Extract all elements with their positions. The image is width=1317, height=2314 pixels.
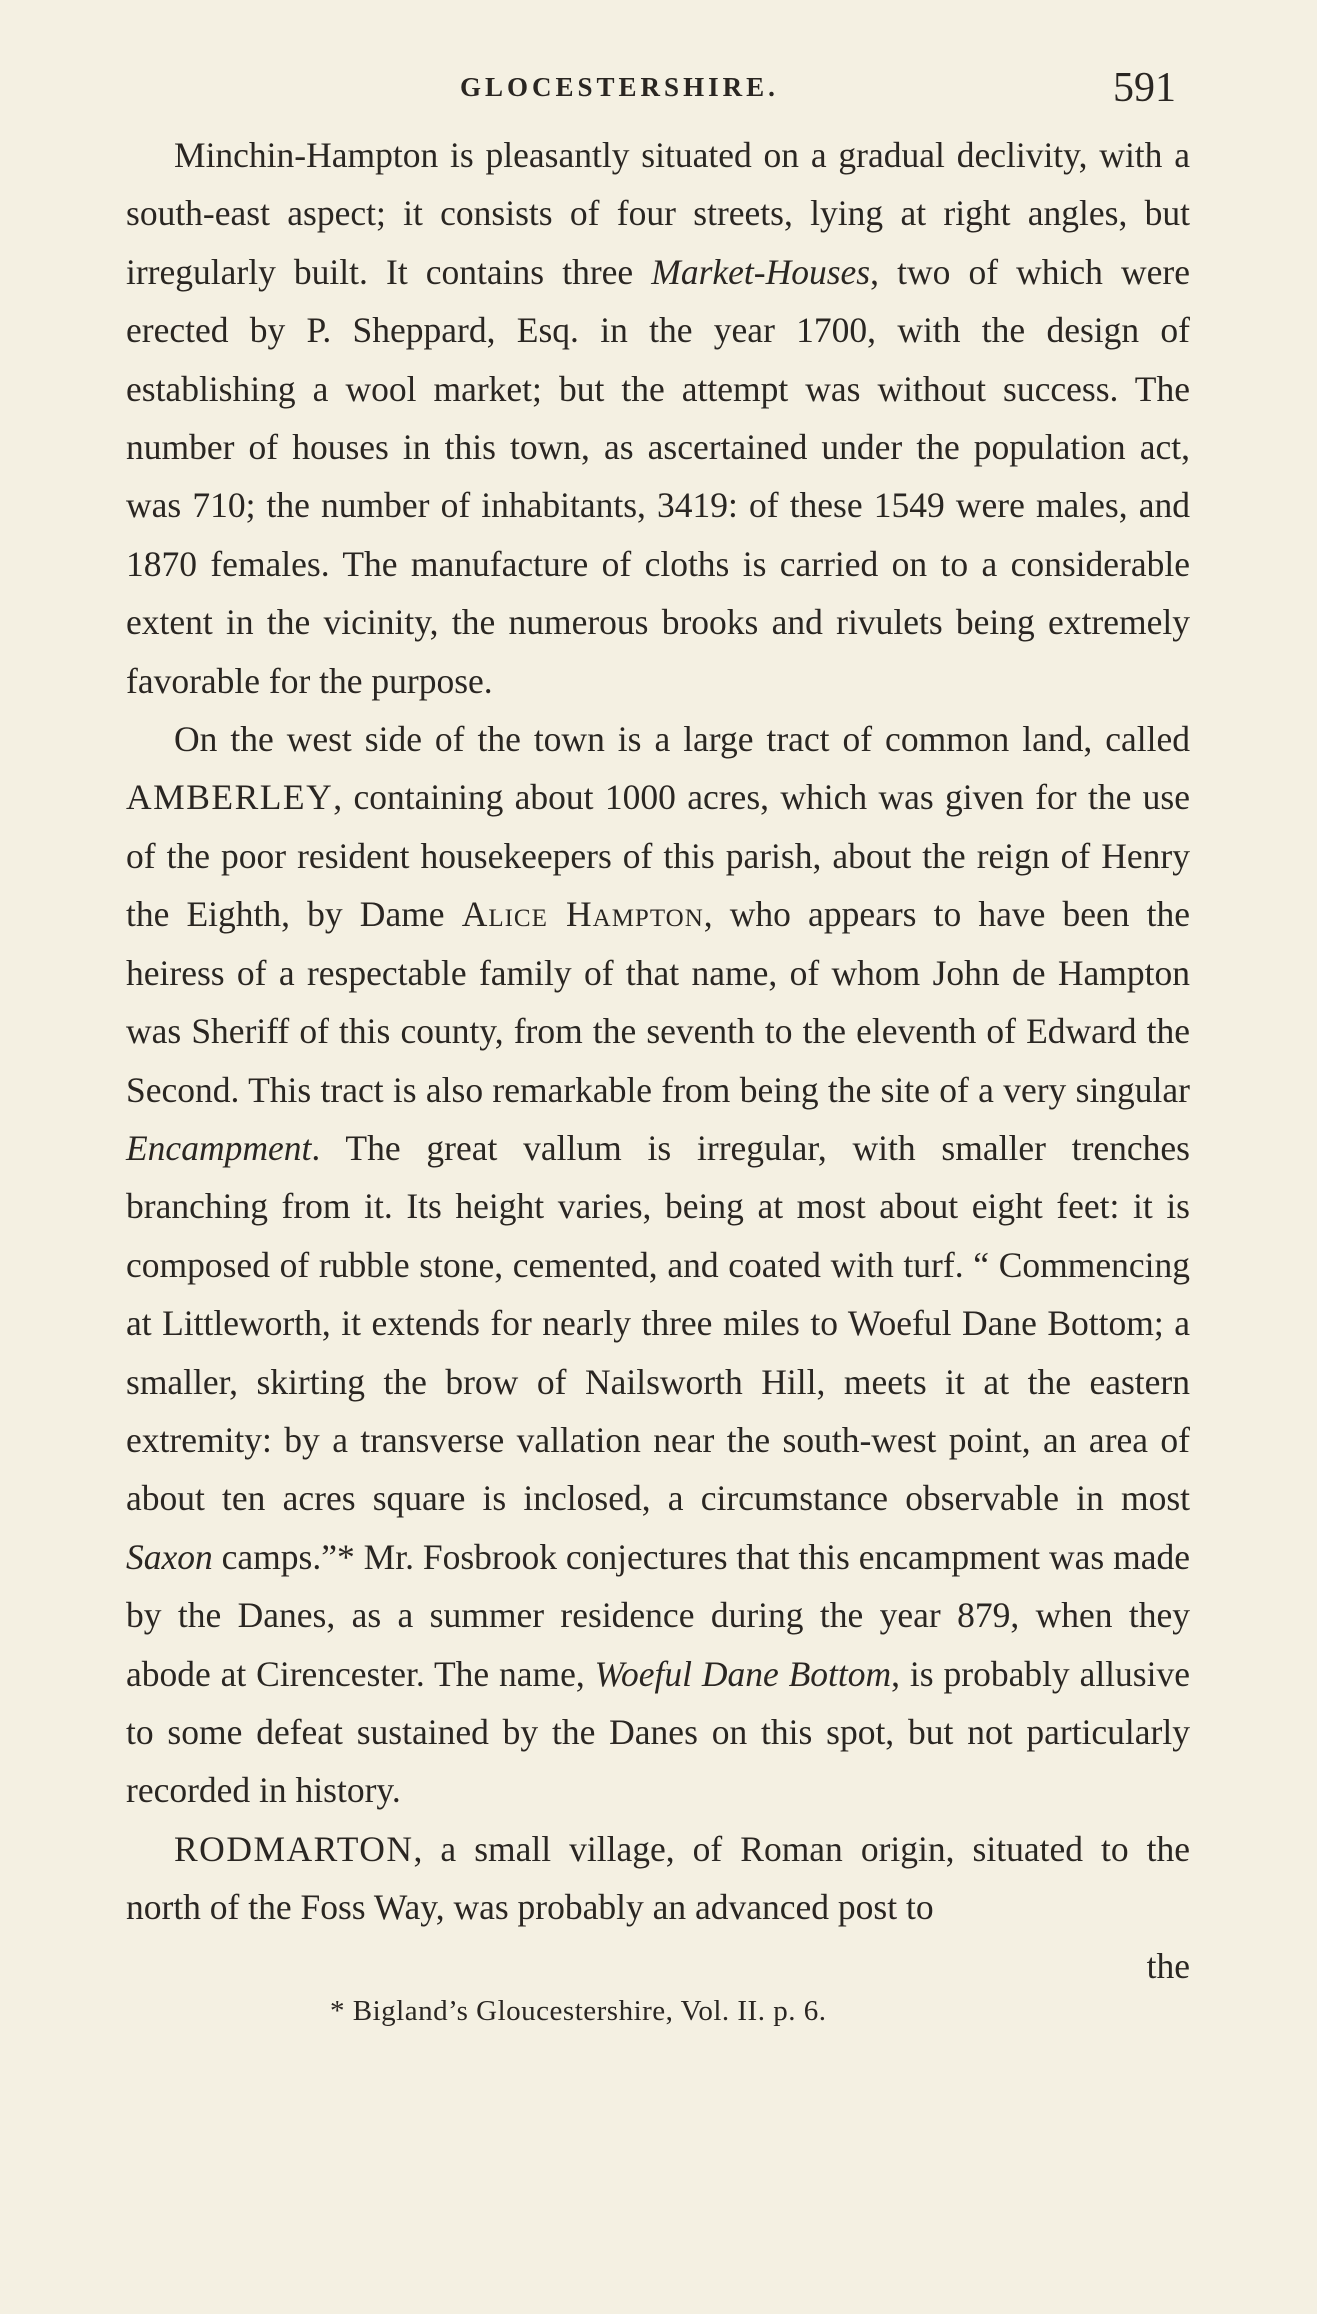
italic-term: Market-Houses	[651, 251, 871, 292]
page-number: 591	[1113, 65, 1176, 111]
text-run: On the west side of the town is a large tract of common land, called	[174, 719, 1190, 760]
italic-term: Woeful Dane Bottom	[594, 1653, 892, 1694]
text-run: . The great vallum is irregular, with smaller trenches branching from it. Its height varies, being at most about eight feet: it is composed of rubble stone, cemented, and coated with turf. “ Commencing at Littleworth, it extends for nearly three miles to Woeful Dane Bottom; a smaller, skirting the brow of Nailsworth Hill, meets it at the eastern extremity: by a transverse vallation near the south-west point, an area of about ten acres square is inclosed, a circumstance observable in most	[126, 1127, 1190, 1519]
catchword: the	[1146, 1945, 1190, 1986]
italic-term: Encampment	[126, 1127, 312, 1168]
text-run: , is probably allusive to some defeat sustained by the Danes on this spot, but not particularly recorded in history.	[126, 1653, 1190, 1811]
paragraph-minchin-hampton	[126, 126, 1190, 710]
paragraph-rodmarton	[126, 1820, 1190, 1937]
person-name: Alice Hampton	[461, 894, 704, 935]
running-title: GLOCESTERSHIRE.	[460, 72, 779, 102]
footnote: * Bigland’s Gloucestershire, Vol. II. p. 6.	[330, 1995, 827, 2027]
text-run: , two of which were erected by P. Sheppard, Esq. in the year 1700, with the design of establishing a wool market; but the attempt was without success. The number of houses in this town, as ascertained under the population act, was 710; the number of inhabitants, 3419: of these 1549 were males, and 1870 females. The manufacture of cloths is carried on to a considerable extent in the vicinity, the numerous brooks and rivulets being extremely favorable for the purpose.	[126, 251, 1190, 701]
text-run: Minchin-Hampton is pleasantly situated on a gradual declivity, with a south-east aspect; it consists of four streets, lying at right angles, but irregularly built. It contains three	[126, 135, 1190, 292]
paragraph-amberley	[126, 710, 1190, 1820]
text-run: , containing about 1000 acres, which was given for the use of the poor resident housekeepers of this parish, about the reign of Henry the Eighth, by Dame	[126, 777, 1190, 935]
text-run: , who appears to have been the heiress of a respectable family of that name, of whom John de Hampton was Sheriff of this county, from the seventh to the eleventh of Edward the Second. This tract is also remarkable from being the site of a very singular	[126, 894, 1191, 1110]
italic-term: Saxon	[126, 1536, 213, 1577]
text-run: , a small village, of Roman origin, situated to the north of the Foss Way, was probably an advanced post to	[126, 1828, 1190, 1928]
place-name: RODMARTON	[174, 1828, 414, 1869]
body-text	[126, 126, 1190, 1995]
place-name: AMBERLEY	[126, 777, 334, 818]
text-run: camps.”* Mr. Fosbrook conjectures that this encampment was made by the Danes, as a summer residence during the year 879, when they abode at Cirencester. The name,	[126, 1536, 1190, 1694]
running-head	[0, 58, 1317, 111]
